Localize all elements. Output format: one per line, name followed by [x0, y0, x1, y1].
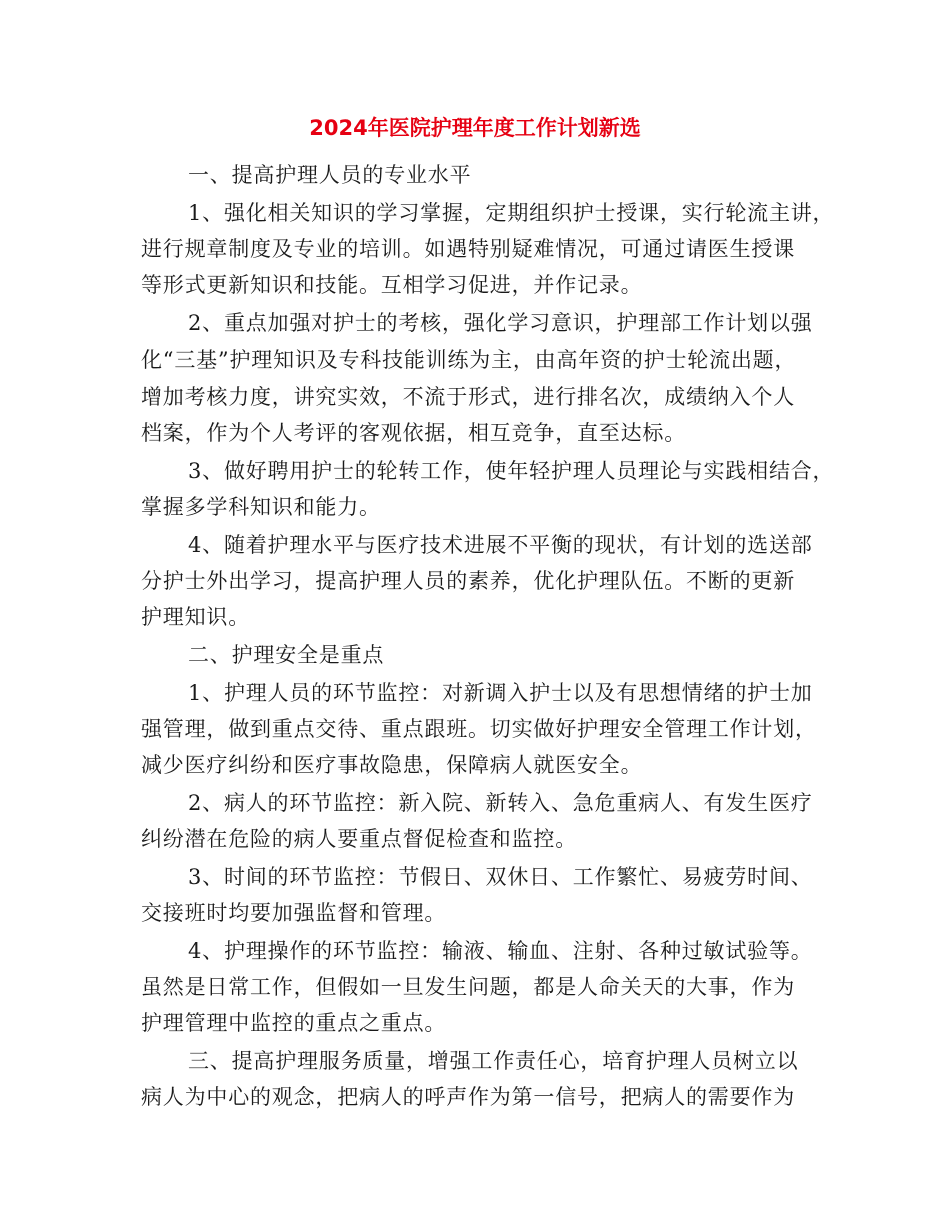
text-line: 2、病人的环节监控：新入院、新转入、急危重病人、有发生医疗	[188, 791, 813, 815]
text-line: 3、时间的环节监控：节假日、双休日、工作繁忙、易疲劳时间、	[188, 865, 813, 889]
text-line: 强管理，做到重点交待、重点跟班。切实做好护理安全管理工作计划，	[141, 717, 817, 741]
text-line: 虽然是日常工作，但假如一旦发生问题，都是人命关天的大事，作为	[141, 975, 795, 999]
text-line: 4、随着护理水平与医疗技术进展不平衡的现状，有计划的选送部	[188, 533, 813, 557]
text-line: 一、提高护理人员的专业水平	[188, 163, 472, 187]
text-line: 1、强化相关知识的学习掌握，定期组织护士授课，实行轮流主讲，	[188, 201, 835, 225]
text-line: 二、护理安全是重点	[188, 643, 385, 667]
text-line: 纠纷潜在危险的病人要重点督促检查和监控。	[141, 827, 577, 851]
text-line: 减少医疗纠纷和医疗事故隐患，保障病人就医安全。	[141, 753, 643, 777]
text-line: 化“三基”护理知识及专科技能训练为主，由高年资的护士轮流出题，	[141, 348, 797, 372]
text-line: 护理管理中监控的重点之重点。	[141, 1011, 447, 1035]
text-line: 档案，作为个人考评的客观依据，相互竞争，直至达标。	[141, 421, 686, 445]
text-line: 三、提高护理服务质量，增强工作责任心，培育护理人员树立以	[188, 1049, 799, 1073]
text-line: 1、护理人员的环节监控：对新调入护士以及有思想情绪的护士加	[188, 681, 813, 705]
text-line: 进行规章制度及专业的培训。如遇特别疑难情况，可通过请医生授课	[141, 237, 795, 261]
document-title: 2024年医院护理年度工作计划新选	[309, 116, 641, 140]
text-line: 3、做好聘用护士的轮转工作，使年轻护理人员理论与实践相结合，	[188, 459, 835, 483]
text-line: 交接班时均要加强监督和管理。	[141, 901, 447, 925]
text-line: 4、护理操作的环节监控：输液、输血、注射、各种过敏试验等。	[188, 939, 813, 963]
text-line: 等形式更新知识和技能。互相学习促进，并作记录。	[141, 273, 643, 297]
text-line: 2、重点加强对护士的考核，强化学习意识，护理部工作计划以强	[188, 311, 813, 335]
text-line: 分护士外出学习，提高护理人员的素养，优化护理队伍。不断的更新	[141, 569, 795, 593]
text-line: 增加考核力度，讲究实效，不流于形式，进行排名次，成绩纳入个人	[141, 385, 795, 409]
text-line: 掌握多学科知识和能力。	[141, 495, 381, 519]
text-line: 护理知识。	[141, 605, 250, 629]
text-line: 病人为中心的观念，把病人的呼声作为第一信号，把病人的需要作为	[141, 1085, 795, 1109]
